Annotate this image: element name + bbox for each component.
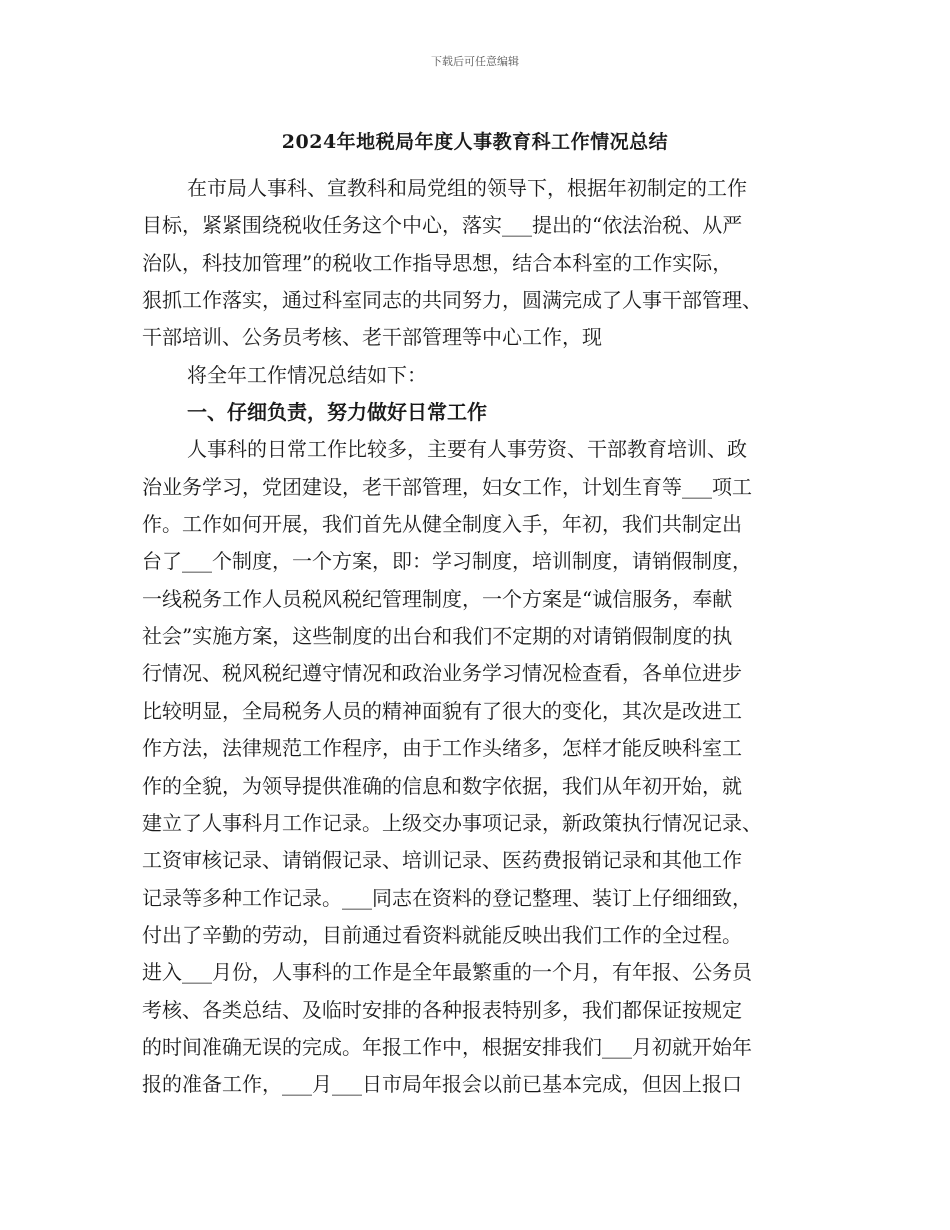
paragraph-line: 建立了人事科月工作记录。上级交办事项记录，新政策执行情况记录、 [142, 810, 762, 835]
paragraph-line: 的时间准确无误的完成。年报工作中，根据安排我们___月初就开始年 [142, 1034, 752, 1059]
paragraph-line: 社会”实施方案，这些制度的出台和我们不定期的对请销假制度的执 [142, 624, 733, 649]
section-heading: 一、仔细负责，努力做好日常工作 [187, 400, 487, 425]
document-body [142, 170, 832, 1104]
paragraph-line: 作。工作如何开展，我们首先从健全制度入手，年初，我们共制定出 [142, 512, 742, 537]
document-title: 2024年地税局年度人事教育科工作情况总结 [281, 131, 669, 153]
paragraph-line: 比较明显，全局税务人员的精神面貌有了很大的变化，其次是改进工 [142, 698, 742, 723]
paragraph-line: 目标，紧紧围绕税收任务这个中心，落实___提出的“依法治税、从严 [142, 213, 743, 238]
paragraph-line: 行情况、税风税纪遵守情况和政治业务学习情况检查看，各单位进步 [142, 661, 742, 686]
paragraph-line: 台了___个制度，一个方案，即：学习制度，培训制度，请销假制度， [142, 549, 752, 574]
paragraph-line: 狠抓工作落实，通过科室同志的共同努力，圆满完成了人事干部管理、 [142, 288, 762, 313]
paragraph-line: 作的全貌，为领导提供准确的信息和数字依据，我们从年初开始，就 [142, 773, 742, 798]
paragraph-line: 将全年工作情况总结如下： [187, 362, 427, 387]
paragraph-line: 付出了辛勤的劳动，目前通过看资料就能反映出我们工作的全过程。 [142, 922, 742, 947]
paragraph-line: 记录等多种工作记录。___同志在资料的登记整理、装订上仔细细致， [142, 885, 752, 910]
paragraph-line: 一线税务工作人员税风税纪管理制度，一个方案是“诚信服务，奉献 [142, 586, 733, 611]
paragraph-line: 考核、各类总结、及临时安排的各种报表特别多，我们都保证按规定 [142, 997, 742, 1022]
paragraph-line: 人事科的日常工作比较多，主要有人事劳资、干部教育培训、政 [187, 437, 747, 462]
paragraph-line: 在市局人事科、宣教科和局党组的领导下，根据年初制定的工作 [187, 176, 747, 200]
paragraph-line: 进入___月份，人事科的工作是全年最繁重的一个月，有年报、公务员 [142, 960, 752, 985]
paragraph-line: 治业务学习，党团建设，老干部管理，妇女工作，计划生育等___项工 [142, 474, 752, 499]
paragraph-line: 报的准备工作，___月___日市局年报会以前已基本完成，但因上报口 [142, 1072, 742, 1097]
paragraph-line: 工资审核记录、请销假记录、培训记录、医药费报销记录和其他工作 [142, 848, 742, 873]
header-note: 下载后可任意编辑 [431, 55, 519, 68]
paragraph-line: 作方法，法律规范工作程序，由于工作头绪多，怎样才能反映科室工 [142, 736, 742, 761]
paragraph-line: 干部培训、公务员考核、老干部管理等中心工作，现 [142, 325, 602, 350]
paragraph-line: 治队，科技加管理”的税收工作指导思想，结合本科室的工作实际， [142, 250, 733, 275]
